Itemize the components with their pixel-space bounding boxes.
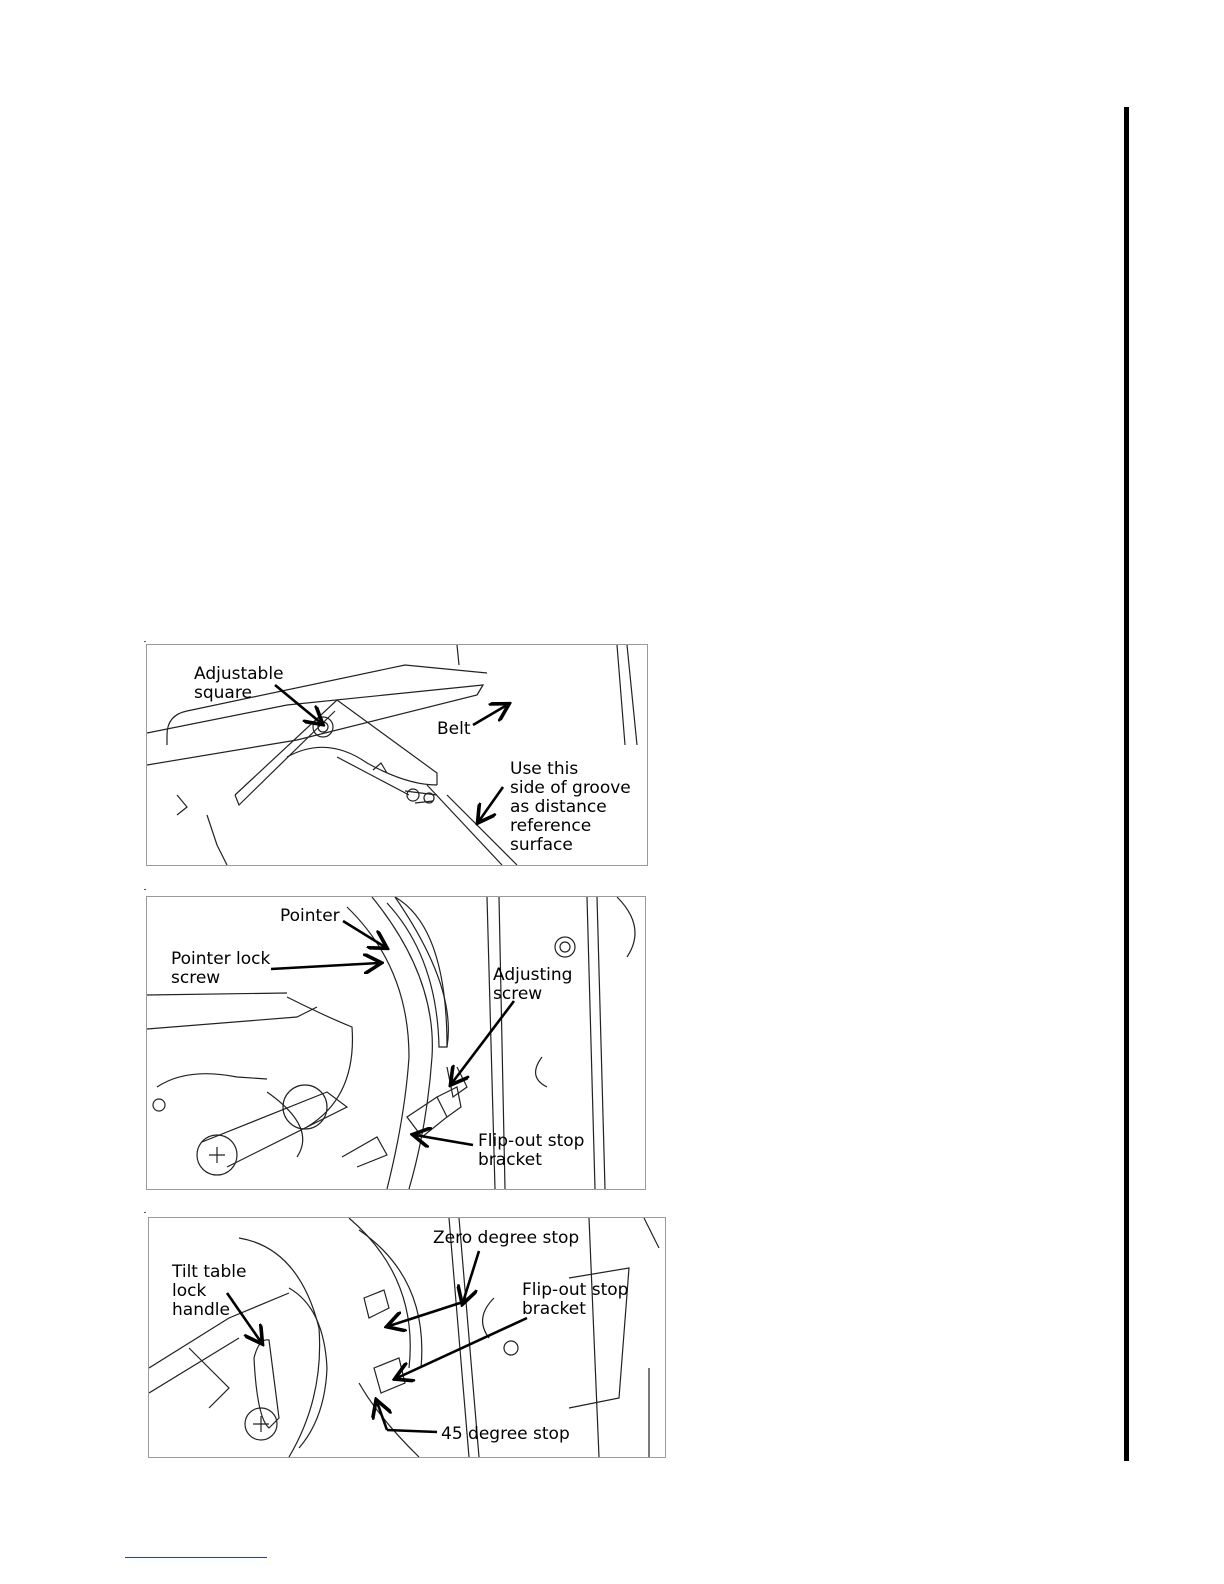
figure-corner-mark	[144, 889, 146, 890]
label-flip-out-stop-bracket: Flip-out stop bracket	[522, 1280, 629, 1319]
label-zero-degree-stop: Zero degree stop	[433, 1228, 580, 1248]
figure-corner-mark	[144, 641, 146, 642]
label-pointer: Pointer	[280, 906, 340, 926]
figure-corner-mark	[144, 1212, 146, 1213]
label-tilt-table-lock-handle: Tilt table lock handle	[172, 1262, 247, 1320]
label-pointer-lock-screw: Pointer lock screw	[171, 949, 271, 988]
footnote-rule	[125, 1557, 267, 1558]
figure-pointer-adjustment	[146, 896, 646, 1190]
label-groove-reference: Use this side of groove as distance reference surface	[510, 759, 631, 855]
label-flip-out-stop-bracket: Flip-out stop bracket	[478, 1131, 585, 1170]
tilt-table-stops-illustration	[149, 1218, 665, 1457]
figure-tilt-table-stops	[148, 1217, 666, 1458]
label-adjustable-square: Adjustable square	[194, 664, 284, 703]
label-45-degree-stop: 45 degree stop	[441, 1424, 570, 1444]
right-margin-rule	[1124, 107, 1129, 1461]
label-belt: Belt	[437, 719, 471, 739]
figure-adjustable-square	[146, 644, 648, 866]
label-adjusting-screw: Adjusting screw	[493, 965, 573, 1004]
